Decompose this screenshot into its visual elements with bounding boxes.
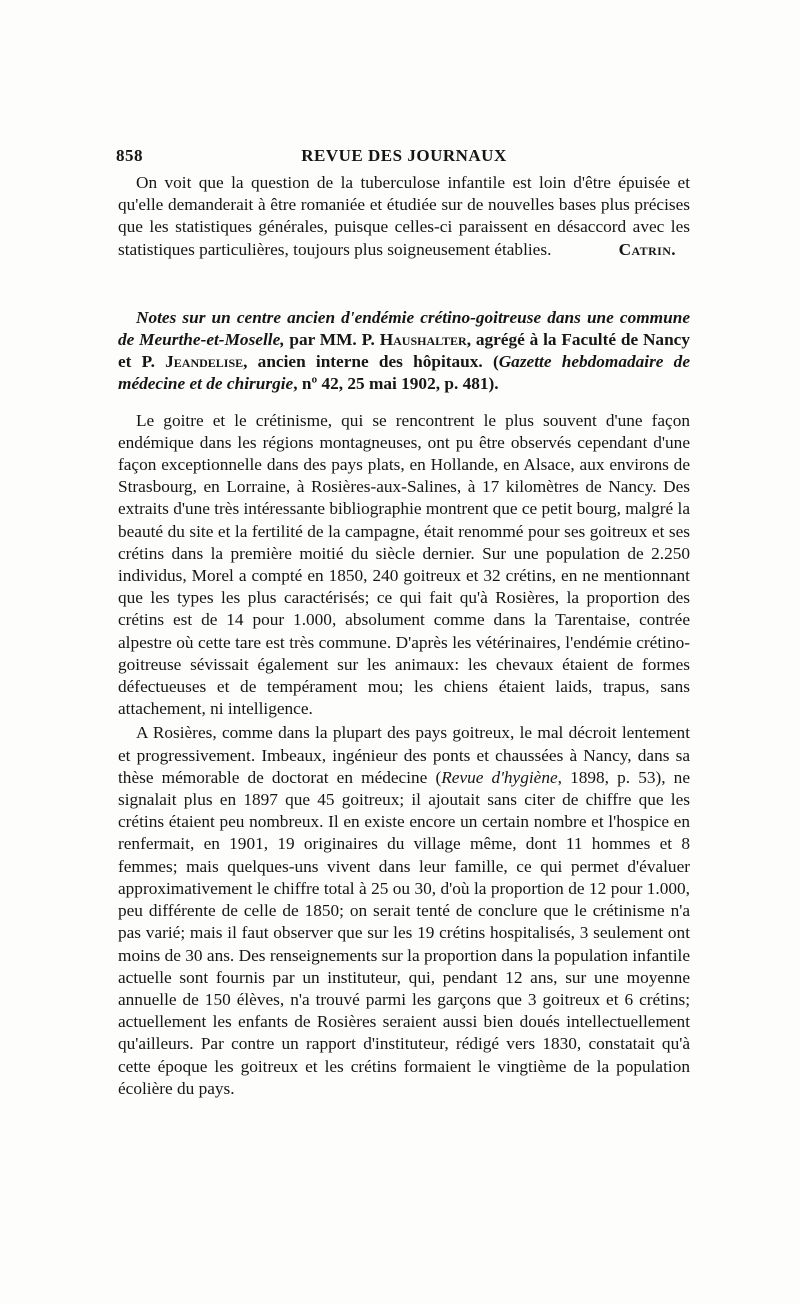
- conclusion-text: On voit que la question de la tuberculose infantile est loin d'être épuisée et qu'elle demanderait à être romaniée et étudiée sur de nouvelles bases plus précises que les statistiques générales, puisque celles-ci paraissent en désaccord avec les statistiques particulières, toujours plus soigneusement établies.: [118, 173, 690, 259]
- article-citation: [118, 307, 690, 396]
- reviewer-signature: Catrin.: [618, 239, 676, 259]
- previous-article-conclusion: [118, 172, 690, 261]
- page-content: [118, 172, 690, 1100]
- author-jeandelise: Jeandelise: [165, 352, 244, 372]
- article-title: Notes sur un centre ancien d'endémie crétino-goitreuse dans une commune de Meurthe-et-Moselle,: [118, 307, 690, 350]
- authors-intro: par MM. P.: [284, 330, 380, 350]
- body-paragraph-2: [118, 722, 690, 1099]
- running-title: REVUE DES JOURNAUX: [301, 146, 507, 165]
- page-header: [116, 146, 692, 170]
- p2-text-a: A Rosières, comme dans la plupart des pays goitreux, le mal décroit lentement et progressivement. Imbeaux, ingénieur des ponts et chaussées à Nancy, dans sa thèse mémorable de doctorat en médecine (: [118, 723, 690, 787]
- p2-text-b: , 1898, p. 53), ne signalait plus en 1897 que 45 goitreux; il ajoutait sans citer de chiffre que les crétins étaient peu nombreux. Il en existe encore un certain nombre et l'hospice en renfermait, en 1901, 19 originaires du village même, dont 11 hommes et 8 femmes; mais quelques-uns vivent dans leur famille, ce qui permet d'évaluer approximativement le chiffre total à 25 ou 30, d'où la proportion de 12 pour 1.000, peu différente de celle de 1850; on serait tenté de conclure que le crétinisme n'a pas varié; mais il faut observer que sur les 19 crétins hospitalisés, 3 seulement ont moins de 30 ans. Des renseignements sur la proportion dans la population infantile actuelle sont fournis par un instituteur, qui, pendant 12 ans, sur une moyenne annuelle de 150 élèves, n'a trouvé parmi les garçons que 3 goitreux et 6 crétins; actuellement les enfants de Rosières seraient aussi bien doués intellectuellement qu'ailleurs. Par contre un rapport d'instituteur, rédigé vers 1830, constatait qu'à cette époque les goitreux et les crétins formaient le vingtième de la population écolière du pays.: [118, 767, 690, 1098]
- source-details: , nº 42, 25 mai 1902, p. 481).: [293, 374, 499, 394]
- source-journal: Gazette hebdomadaire de médecine et de chirurgie: [118, 352, 690, 394]
- author-haushalter: Haushalter: [379, 330, 467, 350]
- page-number: 858: [116, 146, 143, 165]
- p2-journal-ref: Revue d'hygiène: [441, 767, 558, 787]
- body-paragraph-1: Le goitre et le crétinisme, qui se rencontrent le plus souvent d'une façon endémique dans les régions montagneuses, ont pu être observés cependant d'une façon exceptionnelle dans des pays plats, en Hollande, en Alsace, aux environs de Strasbourg, en Lorraine, à Rosières-aux-Salines, à 17 kilomètres de Nancy. Des extraits d'une très intéressante bibliographie montrent que ce petit bourg, malgré la beauté du site et la fertilité de la campagne, était renommé pour ses goitreux et ses crétins dans la première moitié du siècle dernier. Sur une population de 2.250 individus, Morel a compté en 1850, 240 goitreux et 32 crétins, en ne mentionnant que les types les plus caractérisés; ce qui fait qu'à Rosières, la proportion des crétins est de 14 pour 1.000, absolument comme dans la Tarentaise, contrée alpestre où cette tare est très commune. D'après les vétérinaires, l'endémie crétino-goitreuse sévissait également sur les animaux: les chevaux étaient de formes défectueuses et de tempérament mou; les chiens étaient laids, trapus, sans attachement, ni intelligence.: [118, 410, 690, 719]
- spacer: [118, 396, 690, 410]
- author2-role: , ancien interne des hôpitaux. (: [243, 352, 499, 372]
- author1-role: , agrégé à la Faculté de Nancy et P.: [118, 330, 690, 372]
